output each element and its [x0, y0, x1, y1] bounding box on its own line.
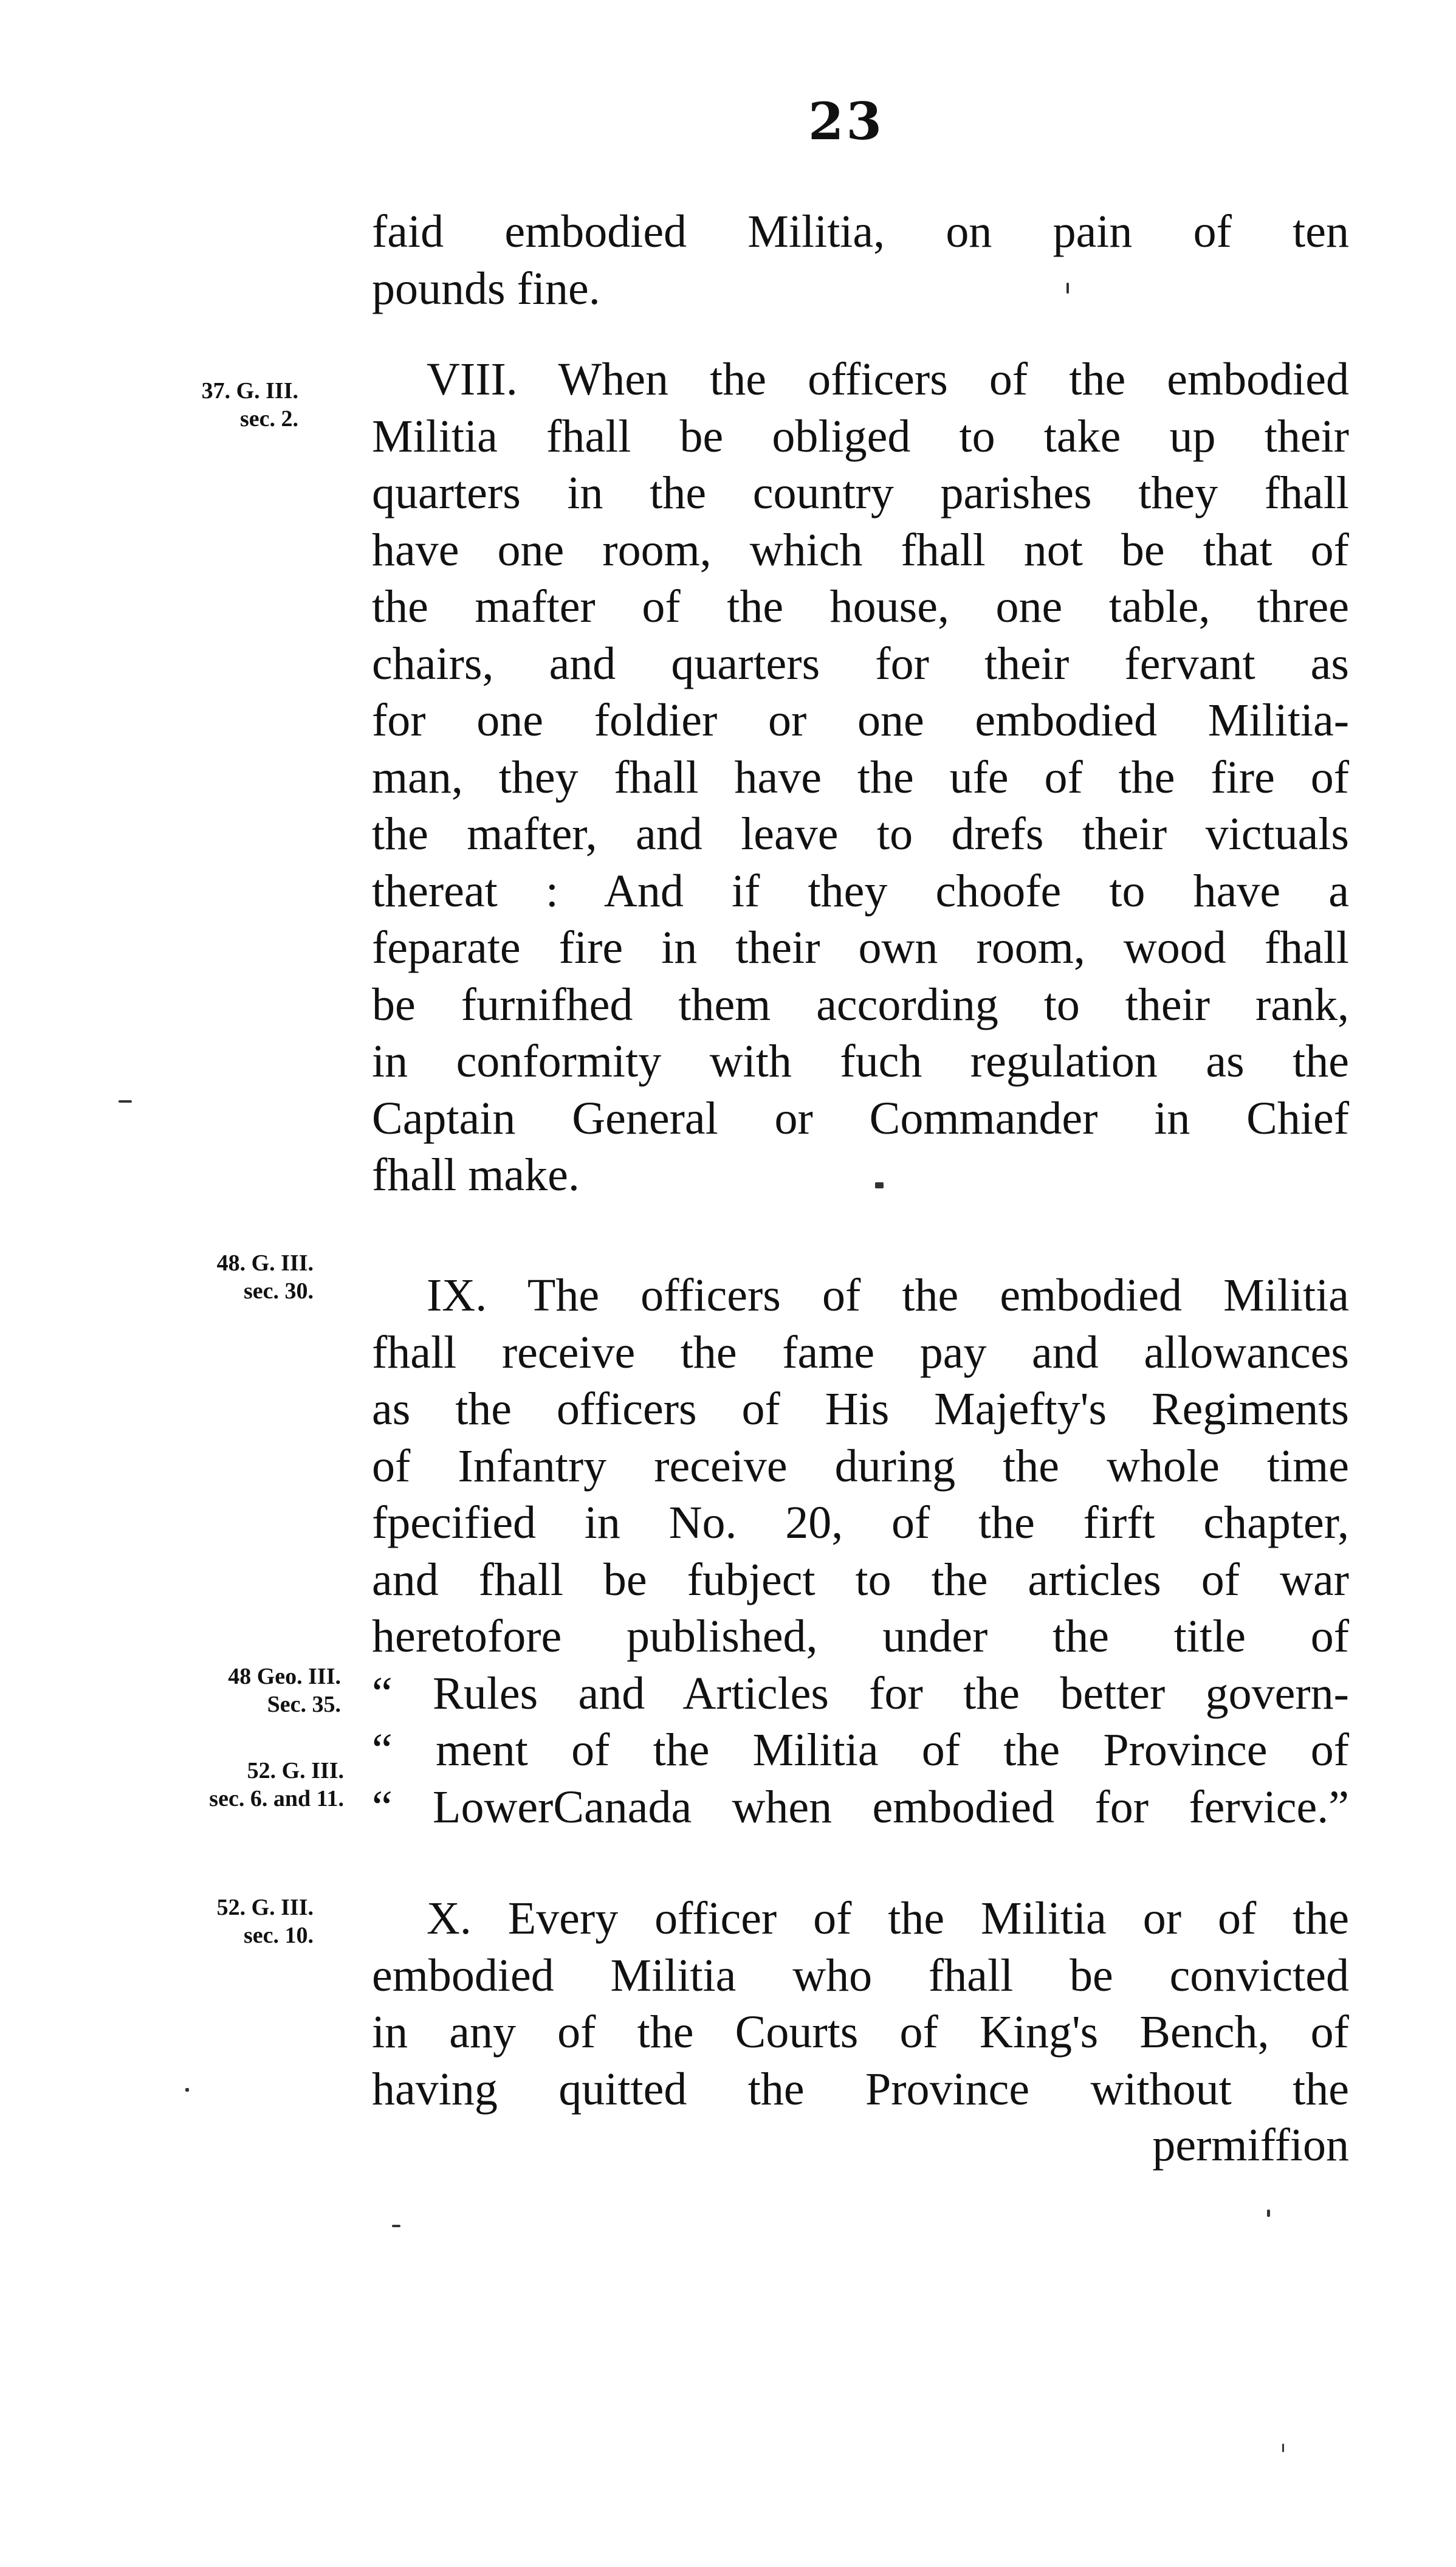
- scan-speck: [1066, 283, 1069, 294]
- text-line: feparate fire in their own room, wood fhall: [372, 922, 1349, 973]
- text-line: thereat : And if they choofe to have a: [372, 865, 1349, 917]
- paragraph-continuation: [372, 204, 1349, 317]
- text-line: “ ment of the Militia of the Province of: [372, 1725, 1349, 1776]
- paragraph-x: [372, 1890, 1349, 2118]
- paragraph-ix: [372, 1267, 1349, 1836]
- text-line: VIII. When the officers of the embodied: [427, 354, 1349, 405]
- text-line: heretofore published, under the title of: [372, 1611, 1349, 1662]
- text-line: IX. The officers of the embodied Militia: [427, 1270, 1349, 1321]
- text-line: having quitted the Province without the: [372, 2063, 1349, 2115]
- margin-note: [202, 377, 298, 433]
- text-line: in conformity with fuch regulation as the: [372, 1036, 1349, 1087]
- margin-note-line: sec. 10.: [243, 1923, 314, 1948]
- margin-note-line: 37. G. III.: [201, 378, 298, 404]
- text-line: man, they fhall have the ufe of the fire of: [372, 751, 1349, 803]
- text-line: as the officers of His Majefty's Regiments: [372, 1383, 1349, 1435]
- text-line: fpecified in No. 20, of the firft chapter,: [372, 1497, 1349, 1548]
- scan-speck: [1267, 2210, 1270, 2217]
- text-line: have one room, which fhall not be that of: [372, 524, 1349, 576]
- text-line: fhall receive the fame pay and allowances: [372, 1326, 1349, 1378]
- margin-note: [209, 1757, 344, 1813]
- text-line: be furnifhed them according to their rank,: [372, 979, 1349, 1030]
- text-line: X. Every officer of the Militia or of the: [427, 1893, 1349, 1944]
- text-line: faid embodied Militia, on pain of ten: [372, 206, 1349, 257]
- margin-note-line: 52. G. III.: [216, 1895, 314, 1920]
- text-line: the mafter of the house, one table, three: [372, 581, 1349, 632]
- text-line: for one foldier or one embodied Militia-: [372, 695, 1349, 746]
- text-line: “ LowerCanada when embodied for fervice.”: [372, 1781, 1349, 1833]
- margin-note-line: 48 Geo. III.: [228, 1664, 341, 1689]
- text-line: Militia fhall be obliged to take up their: [372, 410, 1349, 462]
- text-line: quarters in the country parishes they fhall: [372, 467, 1349, 519]
- text-line: embodied Militia who fhall be convicted: [372, 1949, 1349, 2001]
- text-line: fhall make.: [372, 1149, 580, 1201]
- margin-note-line: sec. 6. and 11.: [209, 1786, 344, 1811]
- margin-note-line: Sec. 35.: [267, 1692, 341, 1717]
- text-line: of Infantry receive during the whole time: [372, 1440, 1349, 1492]
- margin-note-line: 48. G. III.: [216, 1250, 314, 1276]
- text-line: “ Rules and Articles for the better govern-: [372, 1667, 1349, 1719]
- paragraph-viii: [372, 351, 1349, 1204]
- margin-note-line: 52. G. III.: [247, 1758, 344, 1783]
- catchword-text: permiffion: [1152, 2120, 1349, 2171]
- text-line: chairs, and quarters for their fervant as: [372, 638, 1349, 689]
- catchword: [1094, 2117, 1349, 2174]
- scan-speck: [185, 2088, 189, 2092]
- scan-speck: [1282, 2444, 1284, 2452]
- scan-speck: [875, 1182, 884, 1188]
- text-line: the mafter, and leave to drefs their victuals: [372, 808, 1349, 860]
- margin-note-line: sec. 2.: [239, 406, 298, 432]
- margin-note: [217, 1249, 314, 1305]
- text-line: Captain General or Commander in Chief: [372, 1092, 1349, 1144]
- text-line: in any of the Courts of King's Bench, of: [372, 2007, 1349, 2058]
- margin-note-line: sec. 30.: [243, 1278, 314, 1304]
- text-line: and fhall be fubject to the articles of war: [372, 1554, 1349, 1605]
- page-number: 23: [808, 91, 884, 151]
- scan-speck: [392, 2225, 400, 2227]
- scan-speck: [118, 1100, 132, 1103]
- text-line: pounds fine.: [372, 263, 600, 314]
- margin-note: [228, 1663, 341, 1718]
- margin-note: [217, 1893, 314, 1949]
